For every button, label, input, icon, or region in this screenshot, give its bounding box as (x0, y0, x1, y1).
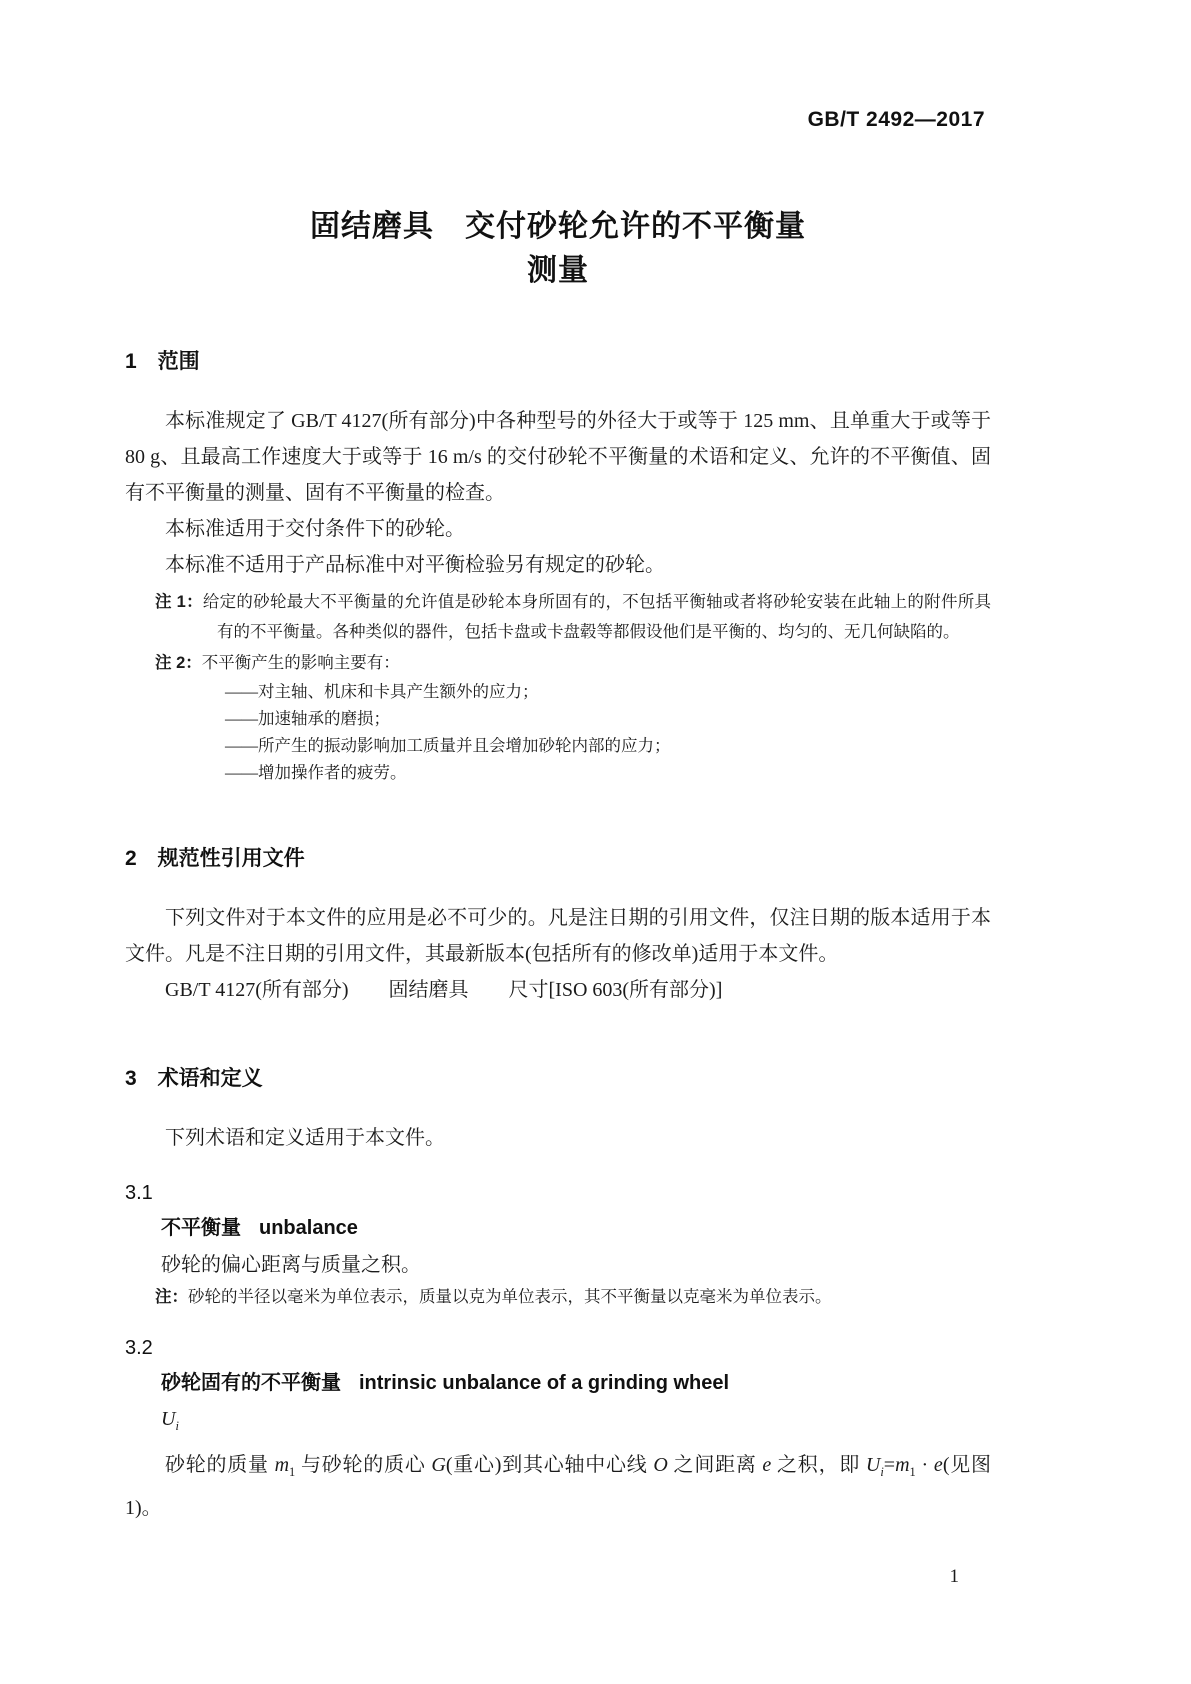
list-item: ——对主轴、机床和卡具产生额外的应力； (225, 682, 539, 701)
section-3-heading: 3 术语和定义 (125, 1067, 263, 1090)
title-line-1: 固结磨具 交付砂轮允许的不平衡量 (310, 210, 806, 243)
section-1-paragraph-2: 本标准适用于交付条件下的砂轮。 (165, 518, 465, 540)
term-en: intrinsic unbalance of a grinding wheel (359, 1372, 730, 1394)
title-line-2: 测量 (527, 254, 589, 287)
note-2-label: 注 2： (155, 654, 202, 672)
term-definition: 砂轮的偏心距离与质量之积。 (161, 1254, 421, 1276)
list-item: ——所产生的振动影响加工质量并且会增加砂轮内部的应力； (225, 736, 671, 755)
section-2-heading: 2 规范性引用文件 (125, 847, 305, 870)
section-1-heading: 1 范围 (125, 350, 200, 373)
note-2-text: 不平衡产生的影响主要有： (201, 653, 400, 672)
section-2-paragraph-1: 下列文件对于本文件的应用是必不可少的。凡是注日期的引用文件，仅注日期的版本适用于本文件。凡是不注日期的引用文件，其最新版本(包括所有的修改单)适用于本文件。 (125, 907, 991, 965)
standard-number: GB/T 2492—2017 (807, 108, 985, 131)
section-1-paragraph-3: 本标准不适用于产品标准中对平衡检验另有规定的砂轮。 (165, 554, 665, 576)
term-symbol: $U_i$ (161, 1408, 179, 1433)
note-1 (155, 587, 991, 646)
term-definition: 砂轮的质量 $m_1$ 与砂轮的质心 G(重心)到其心轴中心线 O 之间距离 e 之积，即 $U_i=m_1 \cdot e$(见图 1)。 (125, 1454, 992, 1519)
normative-reference: GB/T 4127(所有部分) 固结磨具 尺寸[ISO 603(所有部分)] (165, 979, 723, 1001)
section-3-paragraph-1: 下列术语和定义适用于本文件。 (165, 1127, 445, 1149)
term-number: 3.2 (125, 1337, 153, 1359)
term-en: unbalance (259, 1217, 358, 1239)
term-note-text: 砂轮的半径以毫米为单位表示，质量以克为单位表示，其不平衡量以克毫米为单位表示。 (188, 1287, 832, 1306)
page-number: 1 (949, 1566, 959, 1587)
term-entry-3-1 (125, 1182, 991, 1311)
section-1-paragraph-1: 本标准规定了 GB/T 4127(所有部分)中各种型号的外径大于或等于 125 mm、且单重大于或等于 80 g、且最高工作速度大于或等于 16 m/s 的交付砂轮不平衡量的术语和定义、允许的不平衡值、固有不平衡量的测量、固有不平衡量的检查。 (125, 410, 991, 504)
list-item: ——加速轴承的磨损； (225, 709, 390, 728)
term-entry-3-2 (125, 1337, 991, 1526)
document-title (125, 205, 991, 293)
term-number: 3.1 (125, 1182, 153, 1204)
term-zh: 不平衡量 (161, 1217, 241, 1239)
unbalance-effects-list (225, 678, 991, 786)
term-zh: 砂轮固有的不平衡量 (161, 1372, 341, 1394)
term-note-label: 注： (155, 1288, 188, 1306)
term-title (161, 1213, 991, 1243)
list-item: ——增加操作者的疲劳。 (225, 763, 407, 782)
term-title (161, 1368, 991, 1398)
note-1-text: 给定的砂轮最大不平衡量的允许值是砂轮本身所固有的，不包括平衡轴或者将砂轮安装在此轴上的附件所具有的不平衡量。各种类似的器件，包括卡盘或卡盘毂等都假设他们是平衡的、均匀的、无几何缺陷的。 (202, 592, 992, 641)
note-2 (155, 648, 991, 678)
page-content (125, 0, 991, 1526)
term-note (155, 1283, 991, 1311)
note-1-label: 注 1： (155, 593, 203, 611)
